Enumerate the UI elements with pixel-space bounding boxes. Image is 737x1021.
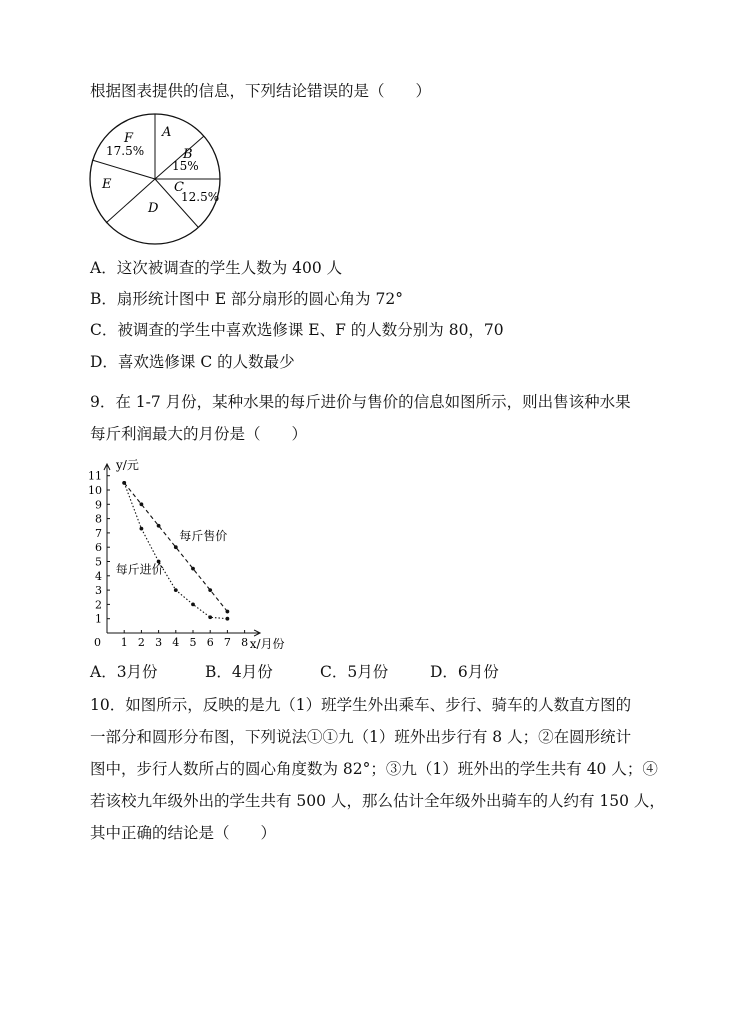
q9-stem-line1: 9．在 1-7 月份，某种水果的每斤进价与售价的信息如图所示，则出售该种水果 <box>90 393 631 411</box>
series-label-sale-price: 每斤售价 <box>179 529 228 544</box>
y-tick-label: 9 <box>95 498 102 512</box>
y-axis-label: y/元 <box>116 458 139 472</box>
x-tick-label: 1 <box>120 636 128 649</box>
pie-label-c: C <box>174 180 184 195</box>
y-tick-label: 8 <box>95 512 102 526</box>
y-tick-label: 11 <box>88 469 102 483</box>
x-tick-label: 5 <box>189 636 197 649</box>
data-point <box>140 527 144 531</box>
y-tick-label: 2 <box>95 598 102 612</box>
x-tick-label: 0 <box>94 636 101 649</box>
data-point <box>140 502 144 506</box>
x-axis-label: x/月份 <box>249 637 285 651</box>
x-tick-label: 8 <box>241 636 249 649</box>
x-tick-label: 7 <box>223 636 231 649</box>
pie-percent-b: 15% <box>172 159 199 173</box>
data-point <box>191 567 195 571</box>
q8-option-a: A．这次被调查的学生人数为 400 人 <box>90 259 343 277</box>
y-tick-label: 3 <box>95 584 102 598</box>
data-point <box>226 617 230 621</box>
pie-label-b: B <box>183 147 193 162</box>
x-tick-label: 6 <box>206 636 214 649</box>
data-point <box>122 481 126 485</box>
y-tick-label: 6 <box>95 541 102 555</box>
q10-line2: 一部分和圆形分布图，下列说法①①九（1）班外出步行有 8 人；②在圆形统计 <box>90 728 632 746</box>
y-tick-label: 7 <box>95 526 102 540</box>
q8-option-c: C．被调查的学生中喜欢选修课 E、F 的人数分别为 80，70 <box>90 321 504 339</box>
pie-chart <box>88 112 224 248</box>
data-point <box>208 588 212 592</box>
x-tick-label: 3 <box>155 636 163 649</box>
pie-percent-f: 17.5% <box>106 144 145 158</box>
data-point <box>174 545 178 549</box>
pie-label-d: D <box>148 201 159 216</box>
x-tick-label: 2 <box>137 636 145 649</box>
x-tick-label: 4 <box>172 636 180 649</box>
pie-label-f: F <box>124 131 134 146</box>
q9-option-a: A．3月份 <box>90 663 158 681</box>
q10-line3: 图中，步行人数所占的圆心角度数为 82°；③九（1）班外出的学生共有 40 人；④ <box>90 760 658 778</box>
pie-label-e: E <box>102 177 112 192</box>
q10-line4: 若该校九年级外出的学生共有 500 人，那么估计全年级外出骑车的人约有 150 人， <box>90 792 665 810</box>
data-point <box>226 610 230 614</box>
q9-option-d: D．6月份 <box>430 663 499 681</box>
q8-stem: 根据图表提供的信息，下列结论错误的是（ ） <box>90 82 432 100</box>
pie-percent-c: 12.5% <box>181 190 220 204</box>
q9-options <box>90 662 499 682</box>
y-tick-label: 4 <box>95 569 102 583</box>
q10-line1: 10．如图所示，反映的是九（1）班学生外出乘车、步行、骑车的人数直方图的 <box>90 696 632 714</box>
series-label-cost-price: 每斤进价 <box>115 562 164 577</box>
data-point <box>191 603 195 607</box>
q10-line5: 其中正确的结论是（ ） <box>90 824 277 842</box>
data-point <box>174 588 178 592</box>
q8-option-d: D．喜欢选修课 C 的人数最少 <box>90 353 295 371</box>
y-tick-label: 5 <box>95 555 102 569</box>
q9-option-b: B．4月份 <box>205 663 273 681</box>
q8-option-b: B．扇形统计图中 E 部分扇形的圆心角为 72° <box>90 290 403 308</box>
price-line-chart <box>88 452 303 657</box>
data-point <box>208 615 212 619</box>
series-line-cost-price <box>124 483 227 619</box>
q9-option-c: C．5月份 <box>320 663 389 681</box>
q9-stem-line2: 每斤利润最大的月份是（ ） <box>90 425 308 443</box>
y-tick-label: 1 <box>95 612 102 626</box>
data-point <box>157 524 161 528</box>
pie-label-a: A <box>162 125 172 140</box>
y-tick-label: 10 <box>88 484 102 497</box>
